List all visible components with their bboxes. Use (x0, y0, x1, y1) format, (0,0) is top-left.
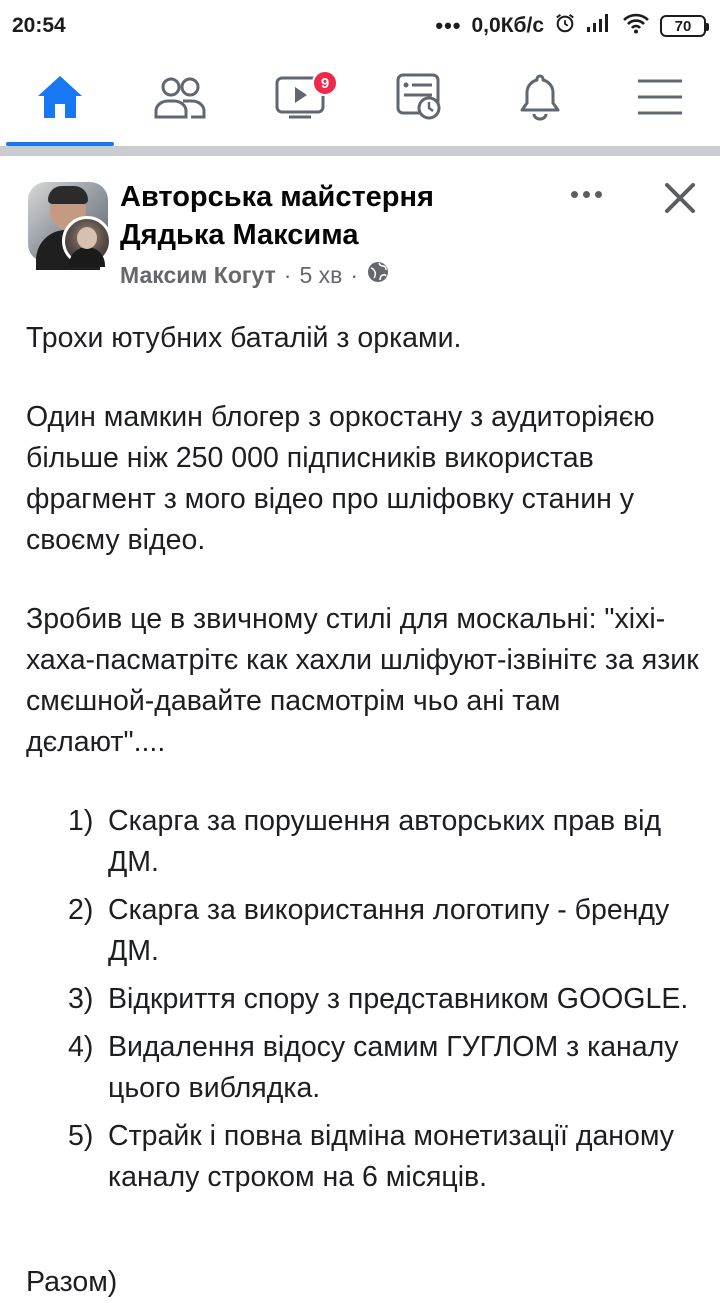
status-bar (0, 0, 720, 52)
list-item (68, 979, 706, 1020)
battery-level: 70 (674, 17, 692, 35)
feed-divider (0, 146, 720, 156)
wifi-icon (622, 12, 650, 40)
tab-home[interactable] (0, 52, 120, 146)
tab-notifications[interactable] (480, 52, 600, 146)
post-text (26, 318, 706, 1205)
more-options-button[interactable] (566, 182, 606, 206)
list-item-number: 3) (68, 983, 94, 1015)
author-avatar (62, 216, 112, 266)
hamburger-menu-icon (636, 77, 684, 122)
watch-badge: 9 (312, 70, 338, 96)
post-paragraph: Зробив це в звичному стилі для москальні: "хіхі-хаха-пасматрітє как хахли шліфуют-ізвінітє за язик смєшной-давайте пасмотрім чьо ані там дєлают".... (26, 603, 699, 758)
globe-icon (366, 260, 390, 290)
status-indicators (435, 12, 706, 40)
dot (595, 191, 602, 198)
list-item-text: Скарга за порушення авторських прав від ДМ. (108, 805, 662, 878)
post-paragraph: Один мамкин блогер з оркостану з аудиторіяєю більше ніж 250 000 підписників використав фрагмент з мого відео про шліфовку станин у своєму відео. (26, 401, 655, 556)
dot (571, 191, 578, 198)
post-paragraph-cut: Разом) (26, 1266, 118, 1298)
list-item (68, 890, 706, 972)
home-icon (35, 74, 85, 125)
alarm-icon (554, 12, 576, 40)
post-header (0, 168, 720, 298)
list-item-number: 2) (68, 894, 94, 926)
status-more-icon: ••• (435, 13, 462, 38)
status-time: 20:54 (12, 14, 66, 37)
list-item (68, 801, 706, 883)
list-item (68, 1027, 706, 1109)
top-nav-bar (0, 52, 720, 146)
bell-icon (517, 72, 563, 127)
tab-watch[interactable] (240, 52, 360, 146)
page-avatar[interactable] (28, 182, 108, 262)
post-meta (120, 260, 390, 290)
tab-feeds[interactable] (360, 52, 480, 146)
list-item-text: Видалення відосу самим ГУГЛОМ з каналу цього виблядка. (108, 1031, 679, 1104)
battery-icon (660, 15, 706, 37)
tab-menu[interactable] (600, 52, 720, 146)
network-speed: 0,0Кб/с (471, 14, 544, 37)
news-feed-icon (395, 72, 445, 127)
author-name[interactable]: Максим Когут (120, 261, 276, 288)
list-item (68, 1116, 706, 1198)
meta-separator: · (350, 261, 359, 288)
list-item-text: Скарга за використання логотипу - бренду ДМ. (108, 894, 670, 967)
post-time[interactable]: 5 хв (299, 261, 343, 288)
post-numbered-list (26, 801, 706, 1198)
tab-friends[interactable] (120, 52, 240, 146)
signal-icon (586, 13, 612, 39)
meta-separator: · (283, 261, 292, 288)
list-item-number: 5) (68, 1120, 94, 1152)
post-paragraph: Трохи ютубних баталій з орками. (26, 322, 462, 354)
list-item-text: Відкриття спору з представником GOOGLE. (108, 983, 689, 1015)
list-item-number: 1) (68, 805, 94, 837)
page-name[interactable]: Авторська майстерня Дядька Максима (120, 181, 434, 251)
friends-icon (153, 75, 207, 124)
hide-post-button[interactable] (656, 176, 704, 224)
dot (583, 191, 590, 198)
list-item-number: 4) (68, 1031, 94, 1063)
close-icon (663, 181, 697, 220)
list-item-text: Страйк і повна відміна монетизації даному каналу строком на 6 місяців. (108, 1120, 675, 1193)
